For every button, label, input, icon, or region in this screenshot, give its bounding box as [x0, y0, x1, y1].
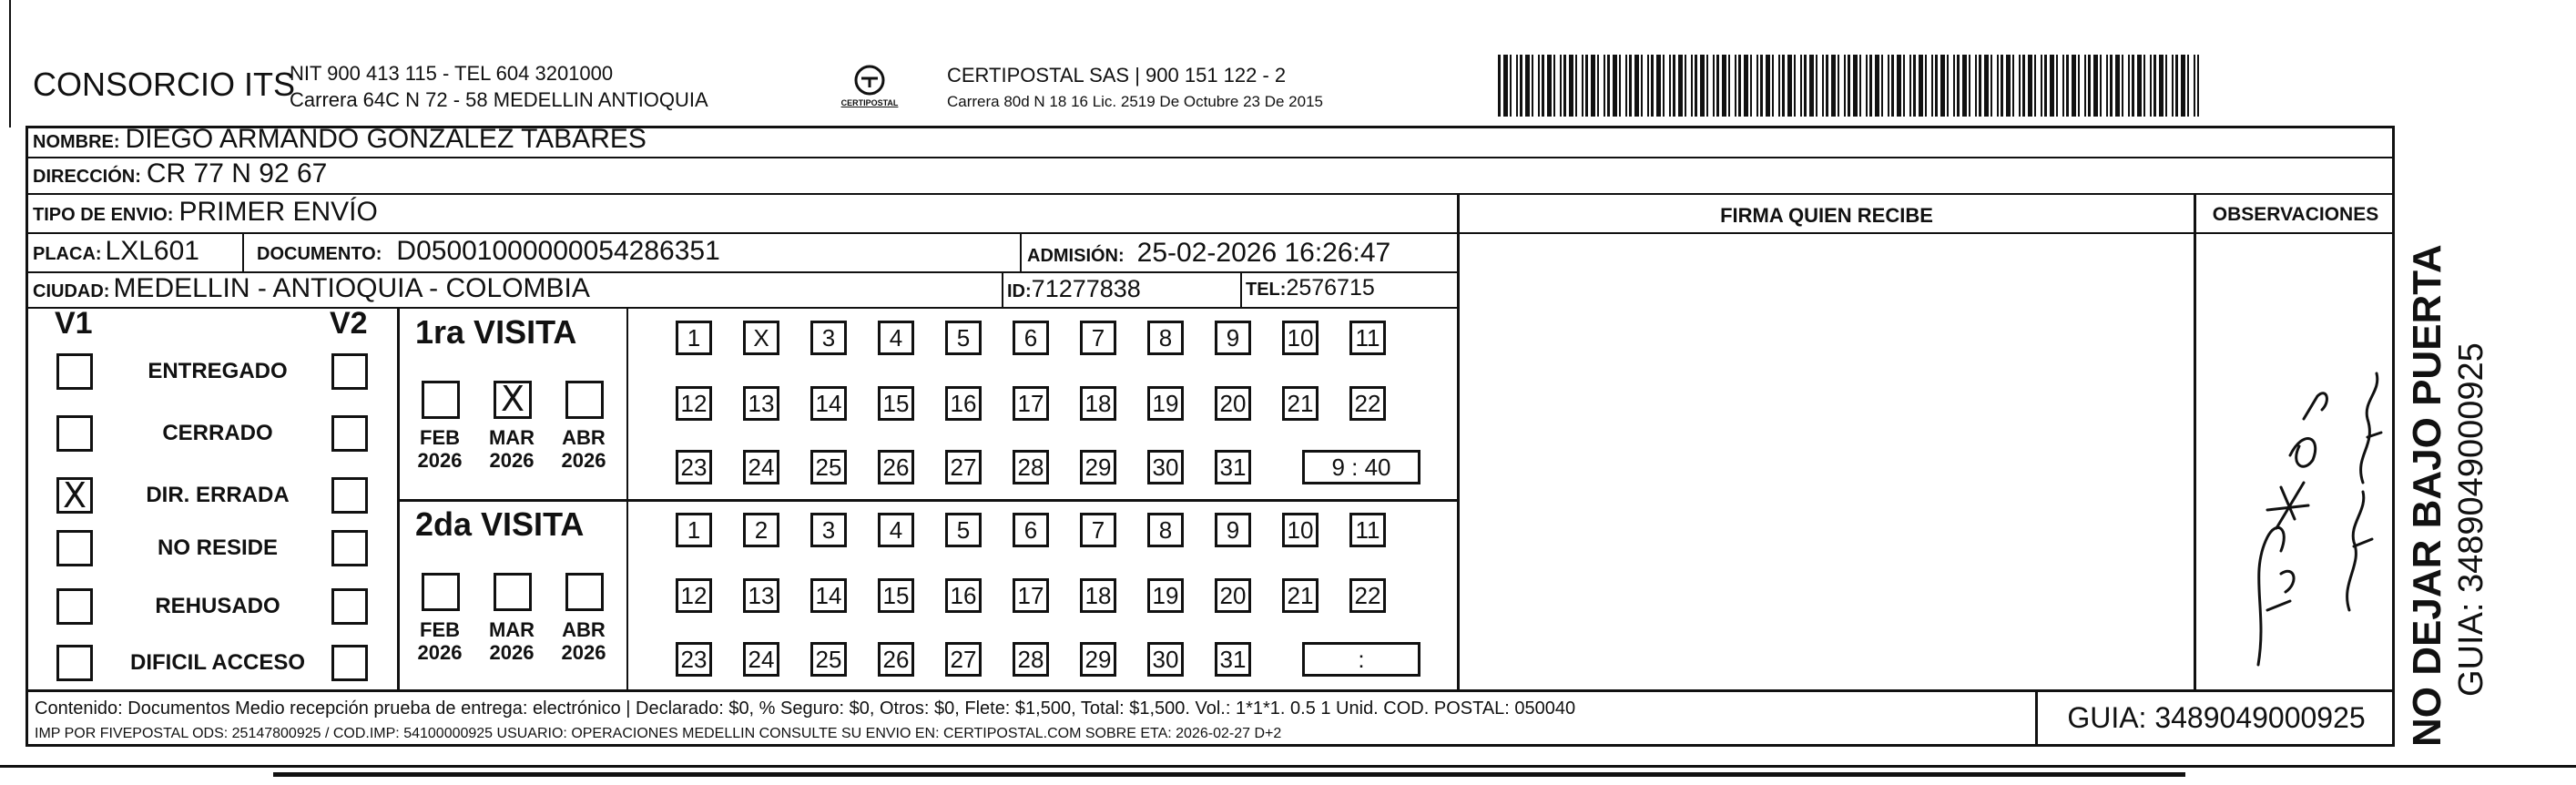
day-box[interactable]: 5	[945, 513, 982, 547]
day-box[interactable]: 21	[1282, 386, 1319, 421]
day-box[interactable]: 8	[1147, 321, 1184, 355]
field-tipo-envio: TIPO DE ENVIO: PRIMER ENVÍO	[33, 197, 378, 227]
day-box[interactable]: 16	[945, 386, 982, 421]
status-v1-checkbox[interactable]	[56, 530, 93, 566]
day-box[interactable]: 18	[1080, 578, 1116, 613]
firma-quien-recibe-header: FIRMA QUIEN RECIBE	[1720, 204, 1933, 227]
day-box[interactable]: 28	[1013, 642, 1049, 677]
day-box[interactable]: 24	[743, 450, 779, 484]
day-box[interactable]: 22	[1349, 386, 1386, 421]
day-box[interactable]: 15	[878, 386, 914, 421]
bottom-shadow-rule	[273, 772, 2185, 777]
day-box[interactable]: 9	[1215, 513, 1251, 547]
day-box[interactable]: 13	[743, 578, 779, 613]
month-label: FEB 2026	[417, 618, 463, 664]
day-box[interactable]: 29	[1080, 450, 1116, 484]
day-box[interactable]: 17	[1013, 386, 1049, 421]
company-name: CONSORCIO ITS	[33, 66, 296, 103]
day-box[interactable]: 10	[1282, 321, 1319, 355]
no-dejar-bajo-puerta: NO DEJAR BAJO PUERTA	[2405, 244, 2449, 747]
field-tipo-envio-value: PRIMER ENVÍO	[178, 197, 378, 227]
day-box[interactable]: 22	[1349, 578, 1386, 613]
day-box[interactable]: 8	[1147, 513, 1184, 547]
day-box[interactable]: 23	[676, 450, 712, 484]
footer-imp: IMP POR FIVEPOSTAL ODS: 25147800925 / COD.IMP: 54100000925 USUARIO: OPERACIONES MEDELLIN CONSULTE SU ENVIO EN: CERTIPOSTAL.COM SOBRE ETA: 2026-02-27 D+2	[35, 726, 1282, 741]
day-box[interactable]: 2	[743, 513, 779, 547]
day-box[interactable]: 1	[676, 513, 712, 547]
status-label: CERRADO	[162, 421, 273, 445]
company-address: Carrera 64C N 72 - 58 MEDELLIN ANTIOQUIA	[290, 88, 708, 111]
status-v1-checkbox[interactable]	[56, 353, 93, 390]
field-placa: PLACA: LXL601	[33, 236, 199, 266]
day-box[interactable]: 1	[676, 321, 712, 355]
scan-mark	[9, 0, 11, 127]
side-guia: GUIA: 3489049000925	[2452, 342, 2490, 697]
day-box[interactable]: 10	[1282, 513, 1319, 547]
day-box[interactable]: 21	[1282, 578, 1319, 613]
day-box[interactable]: 19	[1147, 578, 1184, 613]
day-box[interactable]: 6	[1013, 321, 1049, 355]
status-v1-checkbox[interactable]: X	[56, 477, 93, 514]
company-nit-tel: NIT 900 413 115 - TEL 604 3201000	[290, 62, 614, 85]
field-id: ID: 71277838	[1007, 275, 1141, 302]
day-box[interactable]: 14	[810, 386, 847, 421]
day-box[interactable]: 24	[743, 642, 779, 677]
day-box[interactable]: 25	[810, 642, 847, 677]
side-text	[2404, 127, 2491, 747]
day-box[interactable]: 30	[1147, 642, 1184, 677]
status-v1-checkbox[interactable]	[56, 588, 93, 625]
day-box[interactable]: 18	[1080, 386, 1116, 421]
day-box[interactable]: 26	[878, 450, 914, 484]
barcode	[1498, 55, 2199, 117]
status-v1-checkbox[interactable]	[56, 415, 93, 452]
status-v2-checkbox[interactable]	[331, 530, 368, 566]
day-box[interactable]: 11	[1349, 321, 1386, 355]
day-box[interactable]: 25	[810, 450, 847, 484]
visit-time-box[interactable]: 9 : 40	[1302, 450, 1420, 484]
status-label: DIR. ERRADA	[146, 483, 290, 507]
day-box[interactable]: X	[743, 321, 779, 355]
day-box[interactable]: 19	[1147, 386, 1184, 421]
day-box[interactable]: 23	[676, 642, 712, 677]
status-v1-checkbox[interactable]	[56, 645, 93, 681]
field-direccion: DIRECCIÓN: CR 77 N 92 67	[33, 158, 328, 189]
observaciones-header: OBSERVACIONES	[2212, 204, 2379, 225]
day-box[interactable]: 26	[878, 642, 914, 677]
day-box[interactable]: 4	[878, 513, 914, 547]
visit-title: 2da VISITA	[415, 505, 585, 543]
day-box[interactable]: 27	[945, 450, 982, 484]
day-box[interactable]: 30	[1147, 450, 1184, 484]
day-box[interactable]: 11	[1349, 513, 1386, 547]
visit-title: 1ra VISITA	[415, 313, 577, 351]
day-box[interactable]: 12	[676, 386, 712, 421]
day-box[interactable]: 7	[1080, 321, 1116, 355]
day-box[interactable]: 31	[1215, 642, 1251, 677]
month-checkbox[interactable]	[422, 573, 460, 611]
day-box[interactable]: 27	[945, 642, 982, 677]
carrier-address: Carrera 80d N 18 16 Lic. 2519 De Octubre 23 De 2015	[947, 93, 1323, 110]
day-box[interactable]: 29	[1080, 642, 1116, 677]
field-documento-value: D05001000000054286351	[396, 236, 720, 266]
field-documento: DOCUMENTO: D05001000000054286351	[257, 236, 720, 266]
visit-time-box[interactable]: :	[1302, 642, 1420, 677]
day-box[interactable]: 15	[878, 578, 914, 613]
field-nombre-value: DIEGO ARMANDO GONZALEZ TABARES	[125, 124, 647, 154]
v1-label: V1	[55, 306, 93, 341]
bottom-rule	[0, 765, 2576, 768]
month-label: ABR 2026	[561, 426, 606, 472]
day-box[interactable]: 28	[1013, 450, 1049, 484]
status-v2-checkbox[interactable]	[331, 477, 368, 514]
month-checkbox[interactable]: X	[494, 381, 532, 419]
day-box[interactable]: 3	[810, 513, 847, 547]
day-box[interactable]: 16	[945, 578, 982, 613]
status-label: ENTREGADO	[148, 359, 288, 383]
month-label: MAR 2026	[488, 618, 535, 664]
field-admision: ADMISIÓN: 25-02-2026 16:26:47	[1027, 238, 1391, 268]
handwritten-signature	[2204, 301, 2386, 683]
status-v2-checkbox[interactable]	[331, 353, 368, 390]
month-checkbox[interactable]	[494, 573, 532, 611]
field-tel: TEL: 2576715	[1246, 275, 1375, 301]
footer-contenido: Contenido: Documentos Medio recepción prueba de entrega: electrónico | Declarado: $0, % Seguro: $0, Otros: $0, Flete: $1,500, Total: $1,500. Vol.: 1*1*1. 0.5 1 Unid. COD. POSTAL: 050040	[35, 698, 1576, 719]
month-label: ABR 2026	[561, 618, 606, 664]
status-v2-checkbox[interactable]	[331, 415, 368, 452]
status-label: NO RESIDE	[157, 535, 279, 560]
day-box[interactable]: 6	[1013, 513, 1049, 547]
day-box[interactable]: 3	[810, 321, 847, 355]
day-box[interactable]: 13	[743, 386, 779, 421]
status-label: REHUSADO	[155, 594, 280, 618]
field-direccion-value: CR 77 N 92 67	[146, 158, 328, 189]
day-box[interactable]: 4	[878, 321, 914, 355]
day-box[interactable]: 14	[810, 578, 847, 613]
field-ciudad-value: MEDELLIN - ANTIOQUIA - COLOMBIA	[113, 273, 590, 303]
month-checkbox[interactable]	[565, 381, 604, 419]
day-box[interactable]: 31	[1215, 450, 1251, 484]
v2-label: V2	[330, 306, 368, 341]
status-v2-checkbox[interactable]	[331, 588, 368, 625]
field-tel-value: 2576715	[1286, 275, 1375, 301]
footer-guia: GUIA: 3489049000925	[2067, 701, 2366, 734]
month-label: FEB 2026	[417, 426, 463, 472]
status-label: DIFICIL ACCESO	[129, 650, 305, 675]
day-box[interactable]: 7	[1080, 513, 1116, 547]
day-box[interactable]: 17	[1013, 578, 1049, 613]
carrier-name: CERTIPOSTAL SAS | 900 151 122 - 2	[947, 64, 1287, 87]
status-v2-checkbox[interactable]	[331, 645, 368, 681]
month-label: MAR 2026	[488, 426, 535, 472]
day-box[interactable]: 9	[1215, 321, 1251, 355]
field-id-value: 71277838	[1031, 275, 1141, 302]
certipostal-logo: CERTIPOSTAL	[842, 60, 897, 115]
day-box[interactable]: 20	[1215, 578, 1251, 613]
field-placa-value: LXL601	[105, 236, 199, 266]
day-box[interactable]: 20	[1215, 386, 1251, 421]
field-nombre: NOMBRE: DIEGO ARMANDO GONZALEZ TABARES	[33, 124, 647, 154]
day-box[interactable]: 12	[676, 578, 712, 613]
month-checkbox[interactable]	[422, 381, 460, 419]
field-ciudad: CIUDAD: MEDELLIN - ANTIOQUIA - COLOMBIA	[33, 273, 590, 303]
month-checkbox[interactable]	[565, 573, 604, 611]
field-admision-value: 25-02-2026 16:26:47	[1136, 238, 1391, 268]
day-box[interactable]: 5	[945, 321, 982, 355]
